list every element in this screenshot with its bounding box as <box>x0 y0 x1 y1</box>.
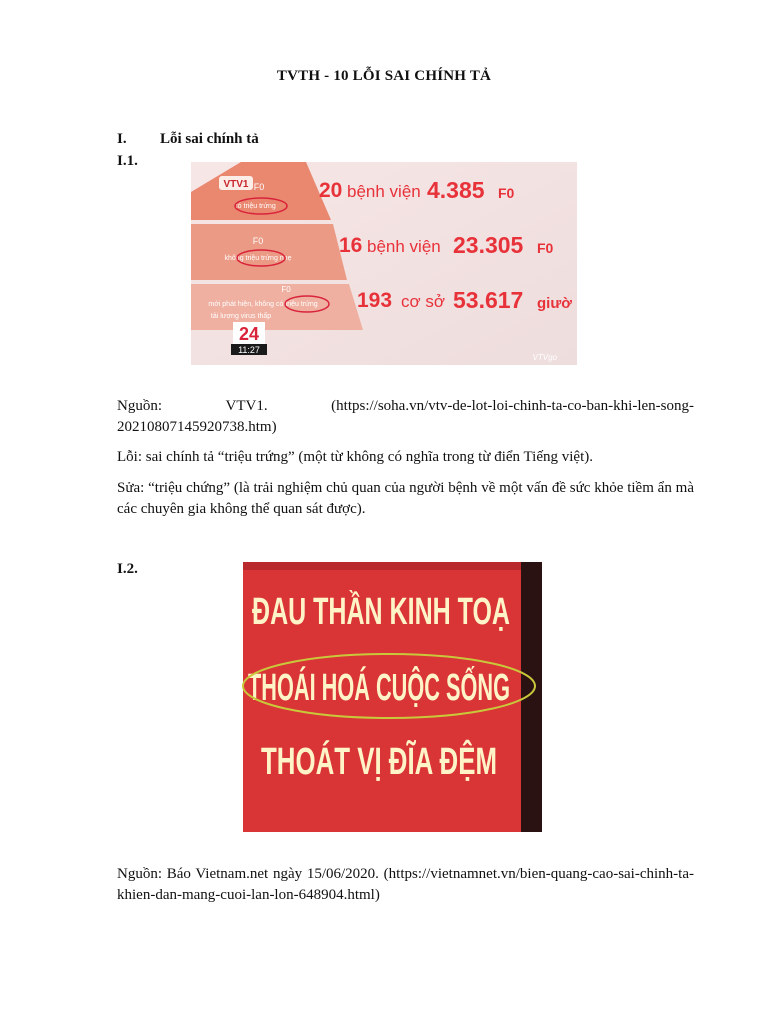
stat-row-1-unit: F0 <box>498 185 515 201</box>
item-label-2: I.2. <box>117 561 138 577</box>
sign-line-2: THOÁI HOÁ CUỘC SỐNG <box>248 667 707 709</box>
source-2: Nguồn: Báo Vietnam.net ngày 15/06/2020. (https://vietnamnet.vn/bien-quang-cao-sai-chinh-ta-khien-dan-mang-cuoi-lan-lon-648904.html) <box>117 866 694 903</box>
tier-3-caption-2: tải lượng virus thấp <box>210 313 272 320</box>
stat-row-3-label: cơ sở <box>401 292 446 311</box>
source-1-url-part1[interactable]: (https://soha.vn/vtv-de-lot-loi-chinh-ta-co-ban-khi-len-song- <box>331 398 694 414</box>
stat-row-3-value: 53.617 <box>453 287 524 313</box>
stat-row-2-label: bệnh viện <box>367 237 441 256</box>
tier-3-caption: mới phát hiện, không có triệu trứng <box>208 301 318 308</box>
stat-row-3-count: 193 <box>357 289 393 312</box>
section-heading: Lỗi sai chính tả <box>160 131 259 147</box>
stat-row-1-label: bệnh viện <box>347 182 421 201</box>
stat-row-2-count: 16 <box>339 234 363 257</box>
tv-screenshot-image <box>191 162 577 365</box>
pyramid-tier-2 <box>191 224 347 280</box>
document-title: TVTH - 10 LỖI SAI CHÍNH TẢ <box>276 68 492 84</box>
channel-badge <box>231 322 267 355</box>
channel-badge-text: 24 <box>238 324 260 344</box>
source-1 <box>117 396 694 438</box>
tier-1-caption: có triệu trứng <box>234 203 276 210</box>
stat-row-2-unit: F0 <box>537 240 554 256</box>
tier-2-tag: F0 <box>252 236 264 246</box>
tier-1-tag: F0 <box>253 182 265 192</box>
vtv1-logo-text: VTV1 <box>223 179 249 190</box>
stat-row-1-count: 20 <box>319 179 343 202</box>
vtvgo-watermark: VTVgo <box>532 353 557 362</box>
stat-row-3-unit: giườ <box>537 295 572 312</box>
source-1-outlet: VTV1. <box>225 398 268 414</box>
vtv1-logo <box>219 176 253 190</box>
section-number: I. <box>117 131 127 147</box>
item-label-1: I.1. <box>117 153 138 169</box>
clock-text: 11:27 <box>238 345 260 355</box>
stat-row-1-value: 4.385 <box>427 177 485 203</box>
fix-text-1: Sửa: “triệu chứng” (là trải nghiệm chủ quan của người bệnh về một vấn đề sức khỏe tiềm ẩn mà các chuyên gia không thể quan sát được). <box>117 480 694 517</box>
tier-3-tag: F0 <box>281 285 291 294</box>
stat-row-2-value: 23.305 <box>453 232 524 258</box>
source-1-label: Nguồn: <box>117 398 162 414</box>
tier-2-caption: không triệu trứng nhẹ <box>224 255 292 262</box>
source-1-url-part2[interactable]: 20210807145920738.htm) <box>117 419 277 435</box>
signboard-image <box>243 562 707 832</box>
sign-line-1: ĐAU THẦN KINH TOẠ <box>252 591 644 633</box>
error-text-1: Lỗi: sai chính tả “triệu trứng” (một từ không có nghĩa trong từ điển Tiếng việt). <box>117 449 593 465</box>
sign-line-3: THOÁT VỊ ĐĨA ĐỆM <box>261 741 608 783</box>
